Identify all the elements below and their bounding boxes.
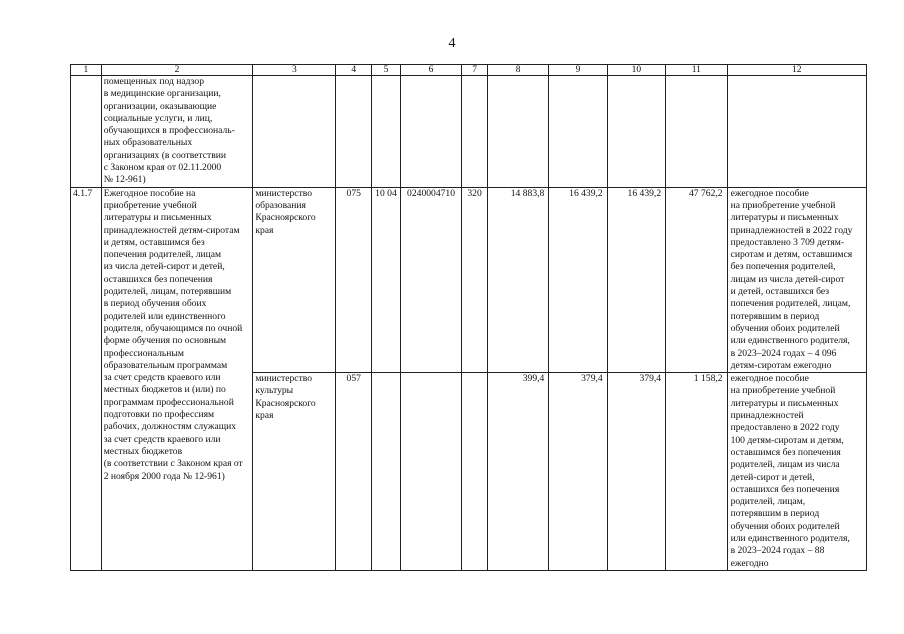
- continuation-text: помещенных под надзор в медицинские организации, организации, оказывающие социальные услуги, и лиц, обучающихся в профессиональ- ных образовательных организациях (в соответствии с Законом края от 02.11.2000 № 12-961): [101, 76, 253, 188]
- col-header-9: 9: [549, 65, 607, 76]
- value-total: 1 158,2: [666, 373, 727, 571]
- cell-empty: [71, 76, 102, 188]
- col-header-2: 2: [101, 65, 253, 76]
- value-2023: 379,4: [549, 373, 607, 571]
- rzpr-code: [372, 373, 401, 571]
- value-2024: 16 439,2: [607, 187, 665, 372]
- expected-result: ежегодное пособие на приобретение учебной литературы и письменных принадлежностей предоставлено в 2022 году 100 детям-сиротам и детям, оставшимся без попечения родителей, лицам из числа детей-сирот и детей, оставшихся без попечения родителей, лицам, потерявшим в период обучения обоих родителей или единственного родителя, в 2023–2024 годах – 88 ежегодно: [727, 373, 866, 571]
- csr-code: 0240004710: [400, 187, 461, 372]
- col-header-3: 3: [253, 65, 336, 76]
- grbs-code: 075: [336, 187, 372, 372]
- col-header-8: 8: [487, 65, 548, 76]
- col-header-5: 5: [372, 65, 401, 76]
- col-header-1: 1: [71, 65, 102, 76]
- value-2023: 16 439,2: [549, 187, 607, 372]
- item-number: 4.1.7: [71, 187, 102, 570]
- csr-code: [400, 373, 461, 571]
- value-2022: 14 883,8: [487, 187, 548, 372]
- executor: министерство культуры Красноярского края: [253, 373, 336, 571]
- column-number-row: [71, 65, 867, 76]
- executor: министерство образования Красноярского края: [253, 187, 336, 372]
- table-row: [71, 76, 867, 188]
- program-table: [70, 64, 867, 571]
- col-header-10: 10: [607, 65, 665, 76]
- vr-code: [462, 373, 488, 571]
- table-row: [71, 187, 867, 372]
- col-header-4: 4: [336, 65, 372, 76]
- value-2022: 399,4: [487, 373, 548, 571]
- page-number: 4: [448, 36, 456, 51]
- col-header-6: 6: [400, 65, 461, 76]
- grbs-code: 057: [336, 373, 372, 571]
- rzpr-code: 10 04: [372, 187, 401, 372]
- expected-result: ежегодное пособие на приобретение учебной литературы и письменных принадлежностей в 2022 году предоставлено 3 709 детям- сиротам и детям, оставшимся без попечения родителей, лицам из числа детей-сирот и детей, оставшихся без попечения родителей, лицам, потерявшим в период обучения обоих родителей или единственного родителя, в 2023–2024 годах – 4 096 детям-сиротам ежегодно: [727, 187, 866, 372]
- value-2024: 379,4: [607, 373, 665, 571]
- col-header-11: 11: [666, 65, 727, 76]
- value-total: 47 762,2: [666, 187, 727, 372]
- col-header-7: 7: [462, 65, 488, 76]
- item-name: Ежегодное пособие на приобретение учебной литературы и письменных принадлежностей детям-сиротам и детям, оставшимся без попечения родителей, лицам из числа детей-сирот и детей, оставшихся без попечения родителей, лицам, потерявшим в период обучения обоих родителей или единственного родителя, обучающимся по очной форме обучения по основным профессиональным образовательным программам за счет средств краевого или местных бюджетов и (или) по программам профессиональной подготовки по профессиям рабочих, должностям служащих за счет средств краевого или местных бюджетов (в соответствии с Законом края от 2 ноября 2000 года № 12-961): [101, 187, 253, 570]
- col-header-12: 12: [727, 65, 866, 76]
- vr-code: 320: [462, 187, 488, 372]
